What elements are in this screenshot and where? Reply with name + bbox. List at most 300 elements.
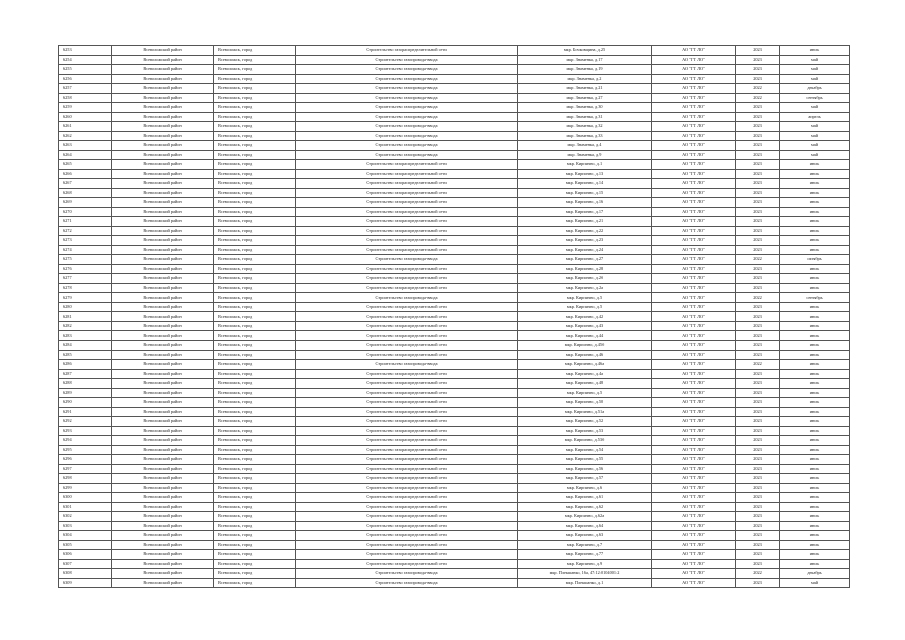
address-cell: мкр. Кирпично, д.56 [518,464,652,474]
year-cell: 2023 [736,350,780,360]
district-cell: Всеволожский район [112,531,214,541]
row-number-cell: 6297 [59,464,112,474]
row-number-cell: 6277 [59,274,112,284]
address-cell: мкр. Знаменка, д.4 [518,141,652,151]
month-cell: июль [780,464,850,474]
organization-cell: АО "ГТ ЛО" [652,398,736,408]
table-row [59,417,850,427]
row-number-cell: 6268 [59,188,112,198]
month-cell: июль [780,312,850,322]
organization-cell: АО "ГТ ЛО" [652,131,736,141]
address-cell: мкр. Кирпично, д.28 [518,264,652,274]
work-type-cell: Строительство газораспределительной сети [296,245,518,255]
row-number-cell: 6298 [59,474,112,484]
month-cell: июль [780,379,850,389]
organization-cell: АО "ГТ ЛО" [652,474,736,484]
month-cell: июль [780,321,850,331]
month-cell: июль [780,531,850,541]
work-type-cell: Строительство газораспределительной сети [296,198,518,208]
row-number-cell: 6283 [59,331,112,341]
table-row [59,540,850,550]
work-type-cell: Строительство газопровода-ввода [296,122,518,132]
table-row [59,65,850,75]
year-cell: 2023 [736,464,780,474]
locality-cell: Всеволожск, город [214,141,296,151]
district-cell: Всеволожский район [112,179,214,189]
year-cell: 2023 [736,46,780,56]
locality-cell: Всеволожск, город [214,226,296,236]
work-type-cell: Строительство газораспределительной сети [296,407,518,417]
address-cell: мкр. Кирпично, д.6 [518,483,652,493]
address-cell: мкр. Кирпично, д.43 [518,321,652,331]
month-cell: июль [780,388,850,398]
address-cell: мкр. Кирпично, д.17 [518,207,652,217]
table-row [59,512,850,522]
organization-cell: АО "ГТ ЛО" [652,464,736,474]
year-cell: 2022 [736,93,780,103]
work-type-cell: Строительство газораспределительной сети [296,369,518,379]
row-number-cell: 6285 [59,350,112,360]
month-cell: июль [780,445,850,455]
work-type-cell: Строительство газораспределительной сети [296,426,518,436]
locality-cell: Всеволожск, город [214,550,296,560]
district-cell: Всеволожский район [112,369,214,379]
month-cell: июль [780,483,850,493]
month-cell: май [780,131,850,141]
work-type-cell: Строительство газопровода-ввода [296,569,518,579]
organization-cell: АО "ГТ ЛО" [652,340,736,350]
row-number-cell: 6295 [59,445,112,455]
year-cell: 2023 [736,417,780,427]
locality-cell: Всеволожск, город [214,207,296,217]
year-cell: 2023 [736,340,780,350]
work-type-cell: Строительство газораспределительной сети [296,179,518,189]
district-cell: Всеволожский район [112,569,214,579]
work-type-cell: Строительство газораспределительной сети [296,302,518,312]
address-cell: мкр. Знаменка, д.33 [518,131,652,141]
table-row [59,331,850,341]
work-type-cell: Строительство газораспределительной сети [296,331,518,341]
table-row [59,46,850,56]
table-row [59,360,850,370]
locality-cell: Всеволожск, город [214,436,296,446]
organization-cell: АО "ГТ ЛО" [652,417,736,427]
district-cell: Всеволожский район [112,84,214,94]
month-cell: июль [780,340,850,350]
table-row [59,350,850,360]
row-number-cell: 6300 [59,493,112,503]
month-cell: июль [780,283,850,293]
district-cell: Всеволожский район [112,407,214,417]
district-cell: Всеволожский район [112,550,214,560]
locality-cell: Всеволожск, город [214,569,296,579]
year-cell: 2023 [736,398,780,408]
work-type-cell: Строительство газораспределительной сети [296,46,518,56]
locality-cell: Всеволожск, город [214,74,296,84]
district-cell: Всеволожский район [112,141,214,151]
table-row [59,84,850,94]
table-row [59,293,850,303]
row-number-cell: 6253 [59,46,112,56]
month-cell: май [780,122,850,132]
month-cell: июль [780,426,850,436]
year-cell: 2023 [736,369,780,379]
district-cell: Всеволожский район [112,483,214,493]
work-type-cell: Строительство газопровода-ввода [296,131,518,141]
work-type-cell: Строительство газопровода-ввода [296,112,518,122]
year-cell: 2023 [736,321,780,331]
row-number-cell: 6294 [59,436,112,446]
month-cell: июль [780,398,850,408]
address-cell: мкр. Кирпично, д.44 [518,331,652,341]
organization-cell: АО "ГТ ЛО" [652,188,736,198]
table-row [59,255,850,265]
locality-cell: Всеволожск, город [214,150,296,160]
work-type-cell: Строительство газопровода-ввода [296,93,518,103]
year-cell: 2023 [736,283,780,293]
year-cell: 2023 [736,245,780,255]
locality-cell: Всеволожск, город [214,493,296,503]
locality-cell: Всеволожск, город [214,169,296,179]
district-cell: Всеволожский район [112,379,214,389]
work-type-cell: Строительство газораспределительной сети [296,340,518,350]
work-type-cell: Строительство газораспределительной сети [296,226,518,236]
table-row [59,559,850,569]
organization-cell: АО "ГТ ЛО" [652,521,736,531]
table-row [59,217,850,227]
row-number-cell: 6308 [59,569,112,579]
month-cell: май [780,578,850,588]
row-number-cell: 6290 [59,398,112,408]
organization-cell: АО "ГТ ЛО" [652,103,736,113]
district-cell: Всеволожский район [112,578,214,588]
work-type-cell: Строительство газопровода-ввода [296,84,518,94]
row-number-cell: 6301 [59,502,112,512]
month-cell: июль [780,474,850,484]
year-cell: 2023 [736,512,780,522]
locality-cell: Всеволожск, город [214,559,296,569]
district-cell: Всеволожский район [112,340,214,350]
district-cell: Всеволожский район [112,112,214,122]
address-cell: мкр. Знаменка, д.9 [518,150,652,160]
year-cell: 2023 [736,141,780,151]
month-cell: июль [780,188,850,198]
organization-cell: АО "ГТ ЛО" [652,236,736,246]
table-row [59,369,850,379]
district-cell: Всеволожский район [112,293,214,303]
locality-cell: Всеволожск, город [214,340,296,350]
work-type-cell: Строительство газораспределительной сети [296,559,518,569]
year-cell: 2023 [736,474,780,484]
organization-cell: АО "ГТ ЛО" [652,122,736,132]
month-cell: июль [780,198,850,208]
locality-cell: Всеволожск, город [214,455,296,465]
organization-cell: АО "ГТ ЛО" [652,274,736,284]
address-cell: мкр. Кирпично, д.2а [518,283,652,293]
table-row [59,302,850,312]
address-cell: мкр. Кирпично, д.55 [518,455,652,465]
year-cell: 2023 [736,550,780,560]
work-type-cell: Строительство газораспределительной сети [296,493,518,503]
address-cell: мкр. Знаменка, д.27 [518,93,652,103]
month-cell: декабрь [780,84,850,94]
month-cell: июль [780,331,850,341]
district-cell: Всеволожский район [112,188,214,198]
row-number-cell: 6287 [59,369,112,379]
row-number-cell: 6286 [59,360,112,370]
address-cell: мкр. Кирпично, д.50 [518,398,652,408]
district-cell: Всеволожский район [112,502,214,512]
work-type-cell: Строительство газопровода-ввода [296,360,518,370]
work-type-cell: Строительство газораспределительной сети [296,236,518,246]
row-number-cell: 6274 [59,245,112,255]
row-number-cell: 6269 [59,198,112,208]
year-cell: 2023 [736,226,780,236]
work-type-cell: Строительство газопровода-ввода [296,141,518,151]
organization-cell: АО "ГТ ЛО" [652,74,736,84]
work-type-cell: Строительство газораспределительной сети [296,540,518,550]
address-cell: мкр. Кирпично, д.62а [518,512,652,522]
year-cell: 2023 [736,188,780,198]
district-cell: Всеволожский район [112,150,214,160]
row-number-cell: 6273 [59,236,112,246]
year-cell: 2023 [736,65,780,75]
year-cell: 2023 [736,131,780,141]
work-type-cell: Строительство газораспределительной сети [296,445,518,455]
month-cell: июль [780,559,850,569]
row-number-cell: 6266 [59,169,112,179]
address-cell: мкр. Кирпично, д.5 [518,302,652,312]
work-type-cell: Строительство газораспределительной сети [296,483,518,493]
organization-cell: АО "ГТ ЛО" [652,312,736,322]
month-cell: июль [780,302,850,312]
row-number-cell: 6278 [59,283,112,293]
table-row [59,474,850,484]
district-cell: Всеволожский район [112,445,214,455]
organization-cell: АО "ГТ ЛО" [652,141,736,151]
locality-cell: Всеволожск, город [214,46,296,56]
locality-cell: Всеволожск, город [214,417,296,427]
organization-cell: АО "ГТ ЛО" [652,512,736,522]
month-cell: июль [780,550,850,560]
locality-cell: Всеволожск, город [214,131,296,141]
organization-cell: АО "ГТ ЛО" [652,245,736,255]
locality-cell: Всеволожск, город [214,531,296,541]
address-cell: мкр. Знаменка, д.30 [518,103,652,113]
address-cell: мкр. Кирпично, д.42 [518,312,652,322]
address-cell: мкр. Кирпично, д.46 [518,350,652,360]
locality-cell: Всеволожск, город [214,160,296,170]
year-cell: 2023 [736,264,780,274]
district-cell: Всеволожский район [112,93,214,103]
address-cell: мкр. Кирпично, д.45б [518,340,652,350]
year-cell: 2023 [736,521,780,531]
address-cell: мкр. Плекшанко, д.1 [518,578,652,588]
row-number-cell: 6309 [59,578,112,588]
year-cell: 2023 [736,198,780,208]
organization-cell: АО "ГТ ЛО" [652,569,736,579]
locality-cell: Всеволожск, город [214,578,296,588]
organization-cell: АО "ГТ ЛО" [652,493,736,503]
month-cell: июль [780,455,850,465]
row-number-cell: 6264 [59,150,112,160]
organization-cell: АО "ГТ ЛО" [652,369,736,379]
month-cell: июль [780,493,850,503]
district-cell: Всеволожский район [112,207,214,217]
organization-cell: АО "ГТ ЛО" [652,540,736,550]
month-cell: май [780,103,850,113]
locality-cell: Всеволожск, город [214,274,296,284]
address-cell: мкр. Кирпично, д.1 [518,160,652,170]
row-number-cell: 6279 [59,293,112,303]
address-cell: мкр. Бочковщина, д.25 [518,46,652,56]
locality-cell: Всеволожск, город [214,483,296,493]
locality-cell: Всеволожск, город [214,407,296,417]
table-row [59,578,850,588]
address-cell: мкр. Кирпично, д.24 [518,245,652,255]
locality-cell: Всеволожск, город [214,103,296,113]
work-type-cell: Строительство газораспределительной сети [296,388,518,398]
address-cell: мкр. Кирпично, д.13 [518,169,652,179]
work-type-cell: Строительство газораспределительной сети [296,274,518,284]
organization-cell: АО "ГТ ЛО" [652,426,736,436]
year-cell: 2023 [736,236,780,246]
row-number-cell: 6263 [59,141,112,151]
year-cell: 2023 [736,483,780,493]
table-row [59,426,850,436]
month-cell: май [780,150,850,160]
year-cell: 2022 [736,255,780,265]
locality-cell: Всеволожск, город [214,293,296,303]
row-number-cell: 6272 [59,226,112,236]
month-cell: май [780,55,850,65]
row-number-cell: 6307 [59,559,112,569]
row-number-cell: 6293 [59,426,112,436]
organization-cell: АО "ГТ ЛО" [652,283,736,293]
year-cell: 2023 [736,169,780,179]
locality-cell: Всеволожск, город [214,264,296,274]
work-type-cell: Строительство газораспределительной сети [296,264,518,274]
table-row [59,188,850,198]
locality-cell: Всеволожск, город [214,445,296,455]
address-cell: мкр. Кирпично, д.14 [518,179,652,189]
table-body [59,46,850,588]
address-cell: мкр. Кирпично, д.23 [518,236,652,246]
district-cell: Всеволожский район [112,198,214,208]
locality-cell: Всеволожск, город [214,502,296,512]
row-number-cell: 6305 [59,540,112,550]
row-number-cell: 6284 [59,340,112,350]
table-row [59,245,850,255]
organization-cell: АО "ГТ ЛО" [652,169,736,179]
month-cell: июль [780,540,850,550]
month-cell: июль [780,264,850,274]
work-type-cell: Строительство газопровода-ввода [296,103,518,113]
district-cell: Всеволожский район [112,131,214,141]
work-type-cell: Строительство газораспределительной сети [296,550,518,560]
month-cell: июль [780,502,850,512]
address-cell: мкр. Кирпично, д.53б [518,436,652,446]
organization-cell: АО "ГТ ЛО" [652,436,736,446]
table-row [59,502,850,512]
organization-cell: АО "ГТ ЛО" [652,55,736,65]
address-cell: мкр. Кирпично, д.27 [518,255,652,265]
month-cell: июль [780,521,850,531]
table-row [59,150,850,160]
table-row [59,198,850,208]
district-cell: Всеволожский район [112,493,214,503]
row-number-cell: 6291 [59,407,112,417]
row-number-cell: 6306 [59,550,112,560]
work-type-cell: Строительство газораспределительной сети [296,312,518,322]
month-cell: май [780,141,850,151]
organization-cell: АО "ГТ ЛО" [652,217,736,227]
row-number-cell: 6289 [59,388,112,398]
address-cell: мкр. Кирпично, д.4а [518,369,652,379]
district-cell: Всеволожский район [112,226,214,236]
month-cell: сентябрь [780,93,850,103]
work-type-cell: Строительство газопровода-ввода [296,74,518,84]
row-number-cell: 6303 [59,521,112,531]
organization-cell: АО "ГТ ЛО" [652,379,736,389]
organization-cell: АО "ГТ ЛО" [652,331,736,341]
district-cell: Всеволожский район [112,169,214,179]
district-cell: Всеволожский район [112,264,214,274]
year-cell: 2022 [736,360,780,370]
table-row [59,74,850,84]
district-cell: Всеволожский район [112,398,214,408]
locality-cell: Всеволожск, город [214,65,296,75]
table-row [59,407,850,417]
locality-cell: Всеволожск, город [214,388,296,398]
work-type-cell: Строительство газораспределительной сети [296,379,518,389]
work-type-cell: Строительство газораспределительной сети [296,464,518,474]
district-cell: Всеволожский район [112,360,214,370]
month-cell: июль [780,46,850,56]
district-cell: Всеволожский район [112,388,214,398]
organization-cell: АО "ГТ ЛО" [652,226,736,236]
table-row [59,274,850,284]
year-cell: 2023 [736,531,780,541]
district-cell: Всеволожский район [112,122,214,132]
district-cell: Всеволожский район [112,521,214,531]
district-cell: Всеволожский район [112,417,214,427]
year-cell: 2023 [736,493,780,503]
row-number-cell: 6258 [59,93,112,103]
address-cell: мкр. Знаменка, д.17 [518,55,652,65]
table-row [59,207,850,217]
district-cell: Всеволожский район [112,245,214,255]
year-cell: 2023 [736,379,780,389]
address-cell: мкр. Кирпично, д.61 [518,493,652,503]
locality-cell: Всеволожск, город [214,521,296,531]
year-cell: 2023 [736,274,780,284]
table-row [59,93,850,103]
address-cell: мкр. Кирпично, д.54 [518,445,652,455]
work-type-cell: Строительство газораспределительной сети [296,474,518,484]
district-cell: Всеволожский район [112,350,214,360]
organization-cell: АО "ГТ ЛО" [652,93,736,103]
year-cell: 2023 [736,407,780,417]
address-cell: мкр. Кирпично, д.46а [518,360,652,370]
table-row [59,398,850,408]
organization-cell: АО "ГТ ЛО" [652,388,736,398]
year-cell: 2023 [736,179,780,189]
locality-cell: Всеволожск, город [214,369,296,379]
address-cell: мкр. Кирпично, д.57 [518,474,652,484]
organization-cell: АО "ГТ ЛО" [652,84,736,94]
address-cell: мкр. Знаменка, д.19 [518,65,652,75]
